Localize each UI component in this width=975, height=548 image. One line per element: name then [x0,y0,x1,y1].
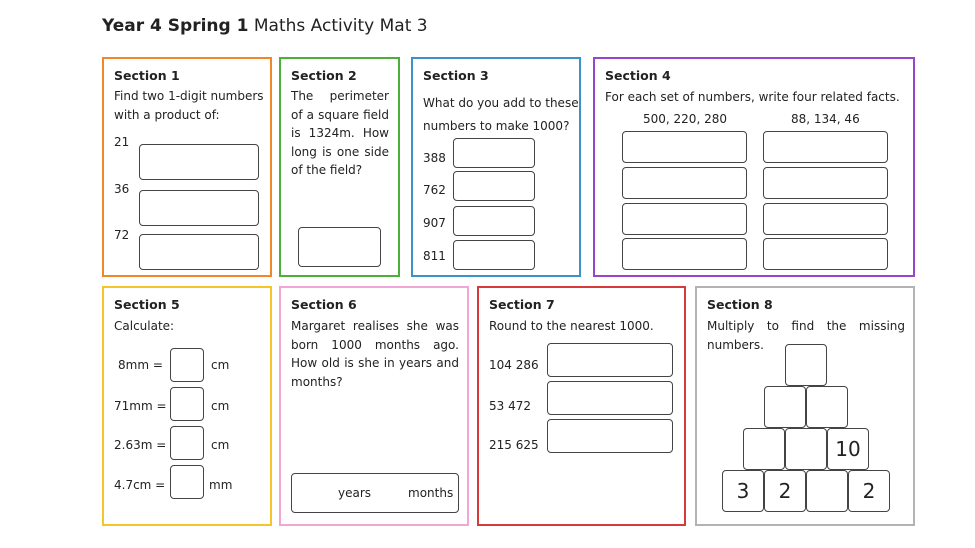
pyramid-cell[interactable] [743,428,785,470]
number-label: 811 [423,249,446,263]
number-label: 36 [114,182,130,196]
conversion-question: 8mm = [118,358,163,372]
section-instruction: What do you add to these numbers to make 1000? [423,96,579,133]
pyramid-cell: 10 [827,428,869,470]
number-set: 88, 134, 46 [791,112,860,126]
section-question: The perimeter of a square field is 1324m. How long is one side of the field? [291,89,389,177]
section-heading: Section 2 [291,68,357,83]
section-2 [279,57,400,277]
answer-box[interactable] [139,190,259,226]
answer-box[interactable] [763,131,888,163]
number-label: 72 [114,228,130,242]
section-instruction: Find two 1-digit numbers with a product of: [114,89,264,122]
pyramid-cell: 2 [848,470,890,512]
answer-box[interactable] [453,171,535,201]
answer-box[interactable] [170,348,204,382]
pyramid-cell[interactable] [764,386,806,428]
answer-box[interactable] [622,238,747,270]
pyramid-cell[interactable] [806,470,848,512]
pyramid-cell[interactable] [785,428,827,470]
section-heading: Section 7 [489,297,555,312]
number-label: 21 [114,135,130,149]
months-label: months [408,486,454,500]
answer-box[interactable] [170,426,204,460]
conversion-question: 4.7cm = [114,478,166,492]
answer-box[interactable] [763,238,888,270]
section-7 [477,286,686,526]
section-heading: Section 3 [423,68,489,83]
section-4 [593,57,915,277]
answer-box[interactable] [622,203,747,235]
answer-box[interactable] [170,387,204,421]
unit-label: cm [211,438,230,452]
pyramid-cell[interactable] [806,386,848,428]
section-5 [102,286,272,526]
section-8 [695,286,915,526]
answer-box[interactable] [291,473,459,513]
unit-label: cm [211,358,230,372]
number-label: 388 [423,151,446,165]
number-label: 215 625 [489,438,539,452]
section-instruction: Round to the nearest 1000. [489,319,654,333]
answer-box[interactable] [763,167,888,199]
section-1 [102,57,272,277]
number-set: 500, 220, 280 [643,112,727,126]
number-label: 104 286 [489,358,539,372]
section-3 [411,57,581,277]
conversion-question: 2.63m = [114,438,167,452]
answer-box[interactable] [139,234,259,270]
section-heading: Section 6 [291,297,357,312]
answer-box[interactable] [622,167,747,199]
section-instruction: Multiply to find the missing numbers. [707,319,905,352]
pyramid-cell[interactable] [785,344,827,386]
section-instruction: Calculate: [114,319,175,333]
pyramid-cell: 2 [764,470,806,512]
answer-box[interactable] [453,240,535,270]
answer-box[interactable] [453,138,535,168]
answer-box[interactable] [622,131,747,163]
unit-label: mm [209,478,233,492]
section-6 [279,286,469,526]
answer-box[interactable] [763,203,888,235]
section-instruction: For each set of numbers, write four related facts. [605,90,900,104]
conversion-question: 71mm = [114,399,167,413]
number-label: 907 [423,216,446,230]
number-label: 53 472 [489,399,531,413]
number-label: 762 [423,183,446,197]
answer-box[interactable] [547,381,673,415]
section-heading: Section 4 [605,68,671,83]
answer-box[interactable] [170,465,204,499]
answer-box[interactable] [547,343,673,377]
answer-box[interactable] [139,144,259,180]
answer-box[interactable] [547,419,673,453]
unit-label: cm [211,399,230,413]
section-question: Margaret realises she was born 1000 months ago. How old is she in years and months? [291,319,459,389]
pyramid-cell: 3 [722,470,764,512]
answer-box[interactable] [453,206,535,236]
section-heading: Section 5 [114,297,180,312]
section-heading: Section 8 [707,297,773,312]
page-title: Year 4 Spring 1 Maths Activity Mat 3 [102,16,428,36]
years-label: years [338,486,372,500]
answer-box[interactable] [298,227,381,267]
section-heading: Section 1 [114,68,180,83]
